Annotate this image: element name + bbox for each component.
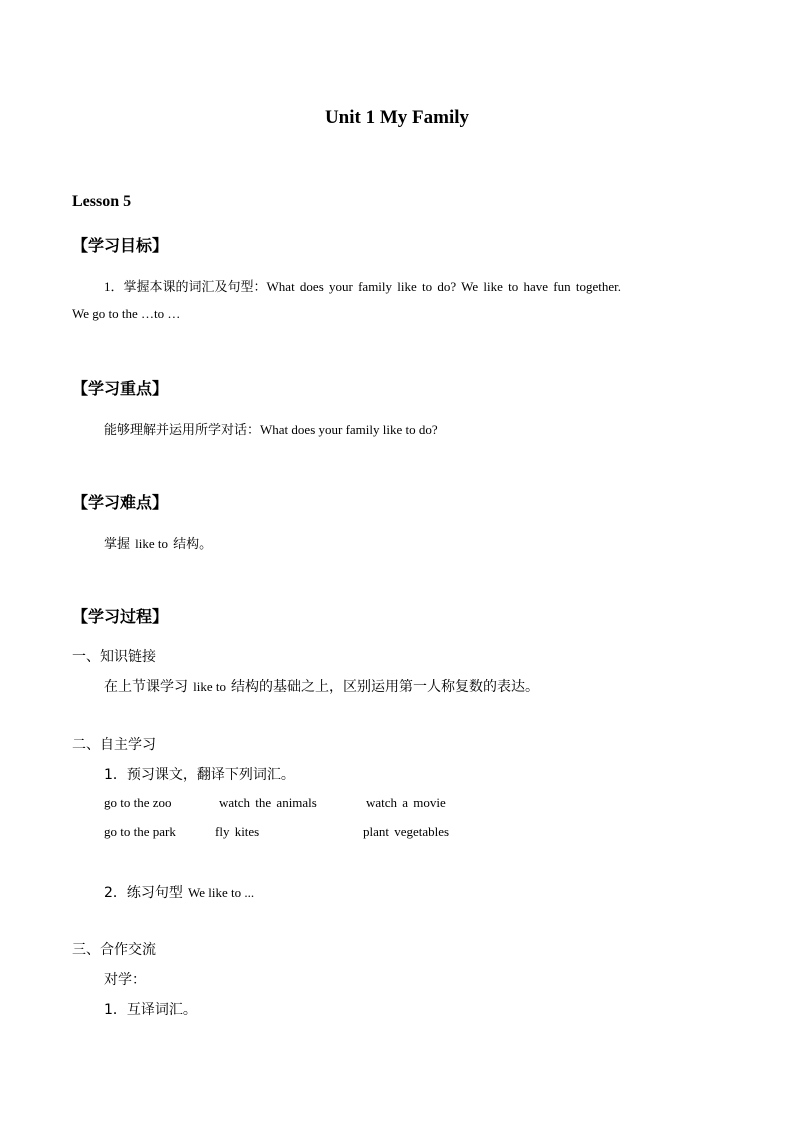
section-1-pre: 在上节课学习 (104, 679, 188, 695)
key-points-heading: 【学习重点】 (72, 379, 169, 398)
key-points-text-cn: 能够理解并运用所学对话： (104, 423, 261, 438)
section-3-item-1: 1．互译词汇。 (104, 1002, 197, 1018)
section-1-text (104, 676, 539, 696)
section-3-title: 三、合作交流 (72, 942, 156, 958)
difficulties-post: 结构。 (173, 537, 213, 552)
goals-item-1-en: What does your family like to do? We like to have fun together. (266, 279, 622, 294)
phrase-go-to-the-park: go to the park (104, 824, 176, 839)
phrase-plant-vegetables: plant vegetables (363, 824, 450, 839)
page-title: Unit 1 My Family (324, 107, 470, 128)
section-1-title: 一、知识链接 (72, 649, 156, 665)
section-1-en: like to (193, 679, 226, 694)
goals-item-1-continued: We go to the …to … (72, 306, 181, 321)
section-2-item-2 (104, 882, 254, 902)
goals-item-1 (104, 276, 621, 295)
phrase-watch-the-animals: watch the animals (219, 795, 317, 810)
phrase-fly-kites: fly kites (215, 824, 260, 839)
key-points-text-en: What does your family like to do? (260, 422, 438, 437)
process-heading: 【学习过程】 (72, 607, 169, 626)
section-2-item-2-cn: 2．练习句型 (104, 885, 183, 901)
difficulties-en: like to (135, 536, 168, 551)
section-2-item-1: 1．预习课文，翻译下列词汇。 (104, 767, 295, 783)
phrase-watch-a-movie: watch a movie (366, 795, 446, 810)
goals-heading: 【学习目标】 (72, 236, 169, 255)
difficulties-pre: 掌握 (104, 537, 131, 552)
key-points-text (104, 419, 438, 438)
section-2-item-2-en: We like to ... (188, 885, 255, 900)
difficulties-text (104, 533, 212, 552)
section-1-post: 结构的基础之上，区别运用第一人称复数的表达。 (231, 679, 540, 695)
phrase-go-to-the-zoo: go to the zoo (104, 795, 172, 810)
section-2-title: 二、自主学习 (72, 737, 156, 753)
lesson-label: Lesson 5 (72, 193, 132, 210)
goals-item-1-cn: 掌握本课的词汇及句型： (123, 280, 267, 295)
section-3-sub: 对学： (104, 972, 146, 988)
difficulties-heading: 【学习难点】 (72, 493, 169, 512)
goals-item-1-num: 1． (104, 279, 124, 294)
